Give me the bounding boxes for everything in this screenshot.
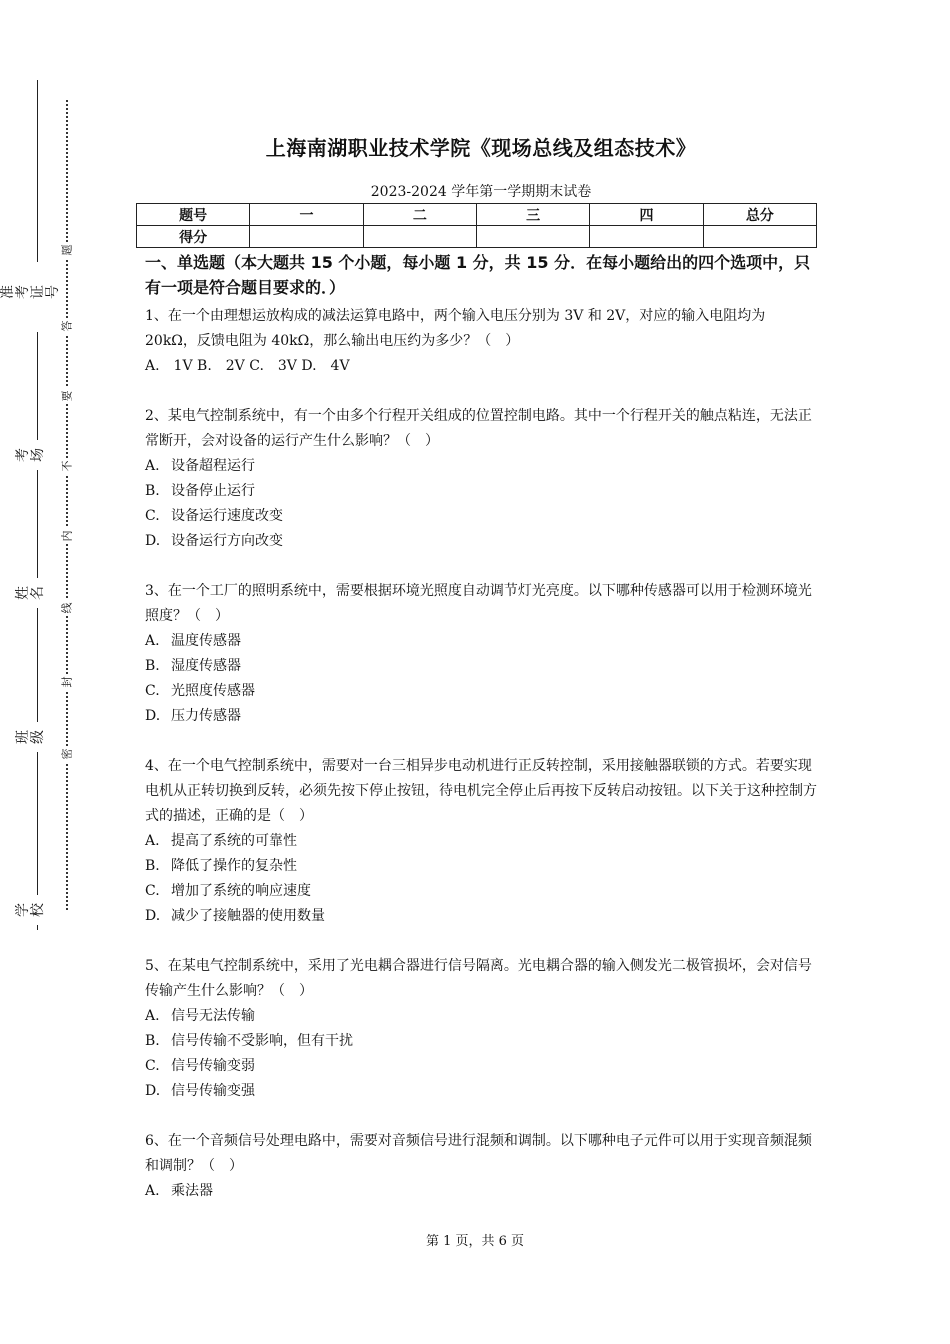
field-class: 班级: [18, 722, 44, 752]
option-text: 减少了接触器的使用数量: [171, 908, 325, 924]
option-letter: D.: [145, 533, 161, 549]
exam-subtitle: 2023-2024 学年第一学期期末试卷: [370, 184, 592, 200]
seal-dotted-line: [66, 100, 68, 910]
seal-char: 内: [59, 528, 75, 544]
question-stem: 6、在一个音频信号处理电路中，需要对音频信号进行混频和调制。以下哪种电子元件可以用于实现音频混频和调制？（ ）: [145, 1133, 812, 1174]
exam-title: 上海南湖职业技术学院《现场总线及组态技术》: [265, 136, 697, 160]
option: [145, 1079, 817, 1104]
option: [145, 454, 817, 479]
section-heading: 一、单选题（本大题共 15 个小题，每小题 1 分，共 15 分．在每小题给出的四个选项中，只有一项是符合题目要求的．）: [145, 253, 811, 297]
option-text: 信号传输变强: [171, 1083, 255, 1099]
seal-char: 封: [59, 674, 75, 690]
option-letter: C.: [145, 883, 160, 899]
question-stem: 3、在一个工厂的照明系统中，需要根据环境光照度自动调节灯光亮度。以下哪种传感器可以用于检测环境光照度？（ ）: [145, 583, 812, 624]
option: [145, 854, 817, 879]
option: [145, 1054, 817, 1079]
question-stem: 2、某电气控制系统中，有一个由多个行程开关组成的位置控制电路。其中一个行程开关的触点粘连，无法正常断开，会对设备的运行产生什么影响？（ ）: [145, 408, 812, 449]
option: [145, 1004, 817, 1029]
option-letter: A.: [145, 458, 160, 474]
option-text: 湿度传感器: [171, 658, 241, 674]
score-cell: [703, 226, 816, 248]
binding-margin: [0, 0, 110, 1344]
option-letter: C.: [145, 683, 160, 699]
score-header-cell: 二: [363, 204, 476, 226]
score-header-cell: 四: [590, 204, 703, 226]
question-stem: 5、在某电气控制系统中，采用了光电耦合器进行信号隔离。光电耦合器的输入侧发光二极管损坏，会对信号传输产生什么影响？（ ）: [145, 958, 812, 999]
field-name: 姓名: [18, 578, 44, 608]
option: [145, 504, 817, 529]
table-row: [137, 204, 817, 226]
score-cell: [250, 226, 363, 248]
option-text: 降低了操作的复杂性: [171, 858, 297, 874]
option: [145, 1179, 817, 1204]
option-letter: C.: [145, 508, 160, 524]
option-text: 乘法器: [171, 1183, 213, 1199]
option: [145, 479, 817, 504]
score-cell: [590, 226, 703, 248]
option: [145, 679, 817, 704]
option-letter: B.: [145, 658, 160, 674]
option: [145, 829, 817, 854]
field-exam-room: 考场: [18, 440, 44, 470]
seal-char: 密: [59, 746, 75, 762]
score-cell: [476, 226, 589, 248]
margin-solid-line: [37, 80, 38, 930]
option-letter: A.: [145, 633, 160, 649]
option-text: 信号传输不受影响，但有干扰: [171, 1033, 353, 1049]
question-stem: 1、在一个由理想运放构成的减法运算电路中，两个输入电压分别为 3V 和 2V，对应的输入电阻均为 20kΩ，反馈电阻为 40kΩ，那么输出电压约为多少？（ ）: [145, 308, 766, 349]
seal-char: 线: [59, 600, 75, 616]
option: [145, 904, 817, 929]
page-footer: 第 1 页，共 6 页: [425, 1234, 525, 1249]
option-letter: A.: [145, 1008, 160, 1024]
option-text: 设备运行方向改变: [171, 533, 283, 549]
option-letter: C.: [145, 1058, 160, 1074]
option-letter: A.: [145, 833, 160, 849]
question-stem: 4、在一个电气控制系统中，需要对一台三相异步电动机进行正反转控制，采用接触器联锁的方式。若要实现电机从正转切换到反转，必须先按下停止按钮，待电机完全停止后再按下反转启动按钮。以下关于这种控制方式的描述，正确的是（ ）: [145, 758, 817, 824]
option-letter: A.: [145, 1183, 160, 1199]
field-exam-number: 准考证号: [18, 262, 44, 332]
seal-char: 要: [59, 388, 75, 404]
table-row: [137, 226, 817, 248]
option-text: 设备超程运行: [171, 458, 255, 474]
option-letter: D.: [145, 1083, 161, 1099]
seal-char: 题: [59, 242, 75, 258]
option-letter: D.: [145, 708, 161, 724]
option: [145, 529, 817, 554]
option: [145, 879, 817, 904]
option-text: 压力传感器: [171, 708, 241, 724]
option-text: 设备停止运行: [171, 483, 255, 499]
seal-char: 答: [59, 318, 75, 334]
option-letter: D.: [145, 908, 161, 924]
option: [145, 1029, 817, 1054]
option-letter: B.: [145, 1033, 160, 1049]
score-header-cell: 总分: [703, 204, 816, 226]
score-table: [136, 203, 817, 248]
score-row-label: 得分: [137, 226, 250, 248]
option-text: 温度传感器: [171, 633, 241, 649]
question-options: A. 1V B. 2V C. 3V D. 4V: [145, 358, 350, 374]
score-header-cell: 题号: [137, 204, 250, 226]
option-text: 信号无法传输: [171, 1008, 255, 1024]
option-text: 光照度传感器: [171, 683, 255, 699]
option: [145, 654, 817, 679]
score-cell: [363, 226, 476, 248]
field-school: 学校: [18, 895, 44, 925]
option-text: 增加了系统的响应速度: [171, 883, 311, 899]
exam-content: [145, 120, 817, 1204]
score-header-cell: 一: [250, 204, 363, 226]
option: [145, 704, 817, 729]
option-letter: B.: [145, 858, 160, 874]
option-text: 信号传输变弱: [171, 1058, 255, 1074]
option-text: 设备运行速度改变: [171, 508, 283, 524]
option-letter: B.: [145, 483, 160, 499]
score-header-cell: 三: [476, 204, 589, 226]
option: [145, 629, 817, 654]
seal-char: 不: [59, 458, 75, 474]
option-text: 提高了系统的可靠性: [171, 833, 297, 849]
